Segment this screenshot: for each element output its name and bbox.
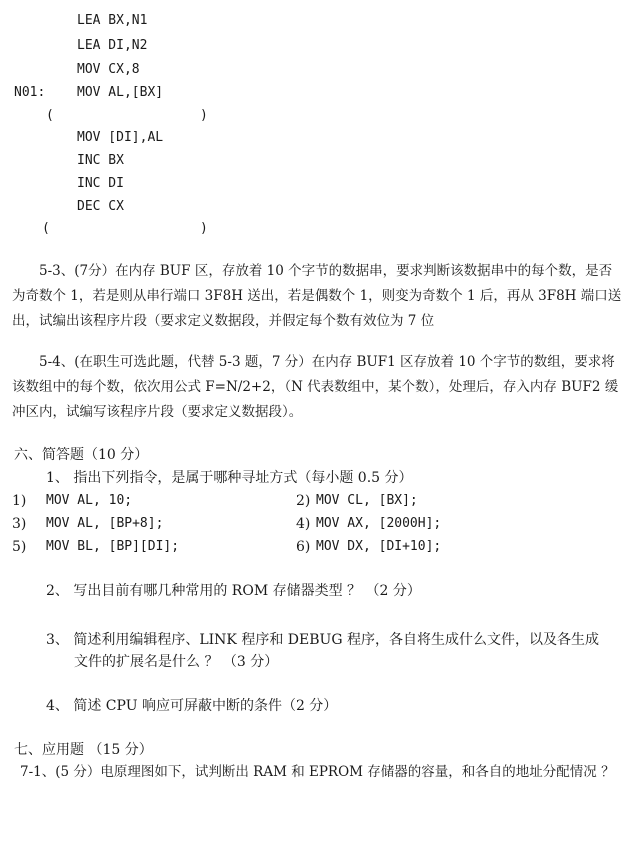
item-instruction: MOV CL, [BX]; xyxy=(316,493,418,508)
item-number: 3) xyxy=(12,516,27,532)
code-line: MOV AL,[BX] xyxy=(77,85,164,100)
item-instruction: MOV AX, [2000H]; xyxy=(316,516,442,531)
question-6-4: 4、 简述 CPU 响应可屏蔽中断的条件（2 分） xyxy=(46,698,338,714)
item-instruction: MOV BL, [BP][DI]; xyxy=(46,539,180,554)
item-instruction: MOV AL, [BP+8]; xyxy=(46,516,164,531)
blank-paren-close: ) xyxy=(200,108,208,123)
code-line: LEA BX,N1 xyxy=(77,13,148,28)
question-7-1: 7-1、(5 分）电原理图如下，试判断出 RAM 和 EPROM 存储器的容量，和各自的地址分配情况 ？ xyxy=(20,764,615,780)
item-number: 1) xyxy=(12,493,27,509)
code-line: DEC CX xyxy=(77,199,124,214)
question-5-3: 5-3、(7分）在内存 BUF 区，存放着 10 个字节的数据串，要求判断该数据串中的每个数，是否为奇数个 1，若是则从串行端口 3F8H 送出，若是偶数个 1，则变为奇数个 1 后，再从 3F8H 端口送出，试编出该程序片段（要求定义数据段，并假定每个数有效位为 7 位 xyxy=(12,263,622,329)
item-instruction: MOV DX, [DI+10]; xyxy=(316,539,442,554)
code-line: MOV CX,8 xyxy=(77,62,140,77)
section-6-title: 六、简答题（10 分） xyxy=(14,447,149,463)
code-line: INC DI xyxy=(77,176,124,191)
blank-paren-open: ( xyxy=(42,221,50,236)
section-7-title: 七、应用题 （15 分） xyxy=(14,742,153,758)
item-instruction: MOV AL, 10; xyxy=(46,493,133,508)
item-number: 4) xyxy=(296,516,311,532)
item-number: 6) xyxy=(296,539,311,555)
question-5-4: 5-4、(在职生可选此题，代替 5-3 题，7 分）在内存 BUF1 区存放着 10 个字节的数组，要求将该数组中的每个数，依次用公式 F=N/2+2，（N 代表数组中，某个数），处理后，存入内存 BUF2 缓冲区内，试编写该程序片段（要求定义数据段）。 xyxy=(12,354,619,420)
item-number: 5) xyxy=(12,539,27,555)
question-6-3: 3、 简述利用编辑程序、LINK 程序和 DEBUG 程序，各自将生成什么文件，以及各生成 xyxy=(46,632,599,648)
code-line: INC BX xyxy=(77,153,124,168)
code-line: LEA DI,N2 xyxy=(77,38,148,53)
item-number: 2) xyxy=(296,493,311,509)
question-6-3-cont: 文件的扩展名是什么 ？ （3 分） xyxy=(74,654,279,670)
code-line: MOV [DI],AL xyxy=(77,130,164,145)
question-6-1: 1、 指出下列指令，是属于哪种寻址方式（每小题 0.5 分） xyxy=(46,470,413,486)
question-6-2: 2、 写出目前有哪几种常用的 ROM 存储器类型 ？ （2 分） xyxy=(46,583,421,599)
blank-paren-open: ( xyxy=(46,108,54,123)
code-label: N01: xyxy=(14,85,46,100)
blank-paren-close: ) xyxy=(200,221,208,236)
